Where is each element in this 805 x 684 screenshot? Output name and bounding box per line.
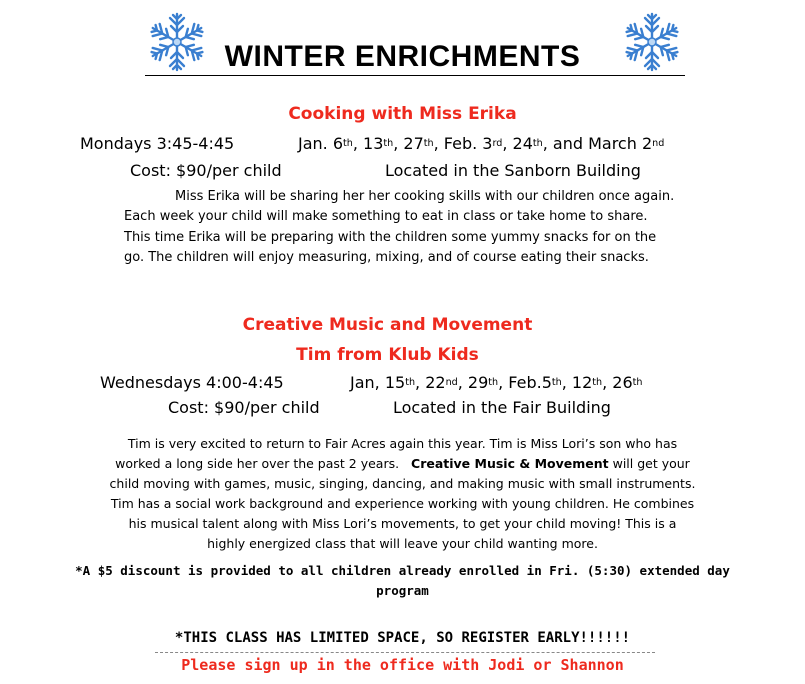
music-desc-line: highly energized class that will leave your child wanting more. (207, 536, 598, 551)
music-cost: Cost: $90/per child (168, 398, 320, 417)
date-ordinal: th (383, 137, 394, 149)
date-ordinal: th (488, 376, 499, 388)
date-ordinal: th (592, 376, 603, 388)
cooking-dates (298, 134, 664, 153)
cooking-schedule-time: Mondays 3:45-4:45 (80, 134, 235, 153)
date-ordinal: th (532, 137, 543, 149)
music-desc-line: Tim is very excited to return to Fair Acres again this year. Tim is Miss Lori’s son who has (127, 436, 678, 451)
discount-note: *A $5 discount is provided to all children already enrolled in Fri. (5:30) extended day (75, 563, 730, 578)
date-ordinal: nd (445, 376, 458, 388)
date-ordinal: nd (652, 137, 665, 149)
date-ordinal: th (423, 137, 434, 149)
music-location: Located in the Fair Building (393, 398, 611, 417)
date-text: , 29 (457, 373, 489, 392)
date-text: Jan. 6 (298, 134, 344, 153)
date-text: , 13 (352, 134, 384, 153)
music-desc-line: worked a long side her over the past 2 years. Creative Music & Movement will get your (115, 456, 690, 471)
date-text: , and March 2 (542, 134, 653, 153)
cooking-desc-line: This time Erika will be preparing with the children some yummy snacks for on the (124, 230, 657, 245)
date-ordinal: th (551, 376, 562, 388)
date-text: , 27 (393, 134, 424, 153)
page-title: WINTER ENRICHMENTS (224, 40, 581, 73)
date-ordinal: rd (492, 137, 503, 149)
music-desc-line: his musical talent along with Miss Lori’s movements, to get your child moving! This is a (128, 516, 677, 531)
title-underline (145, 75, 685, 76)
music-schedule-time: Wednesdays 4:00-4:45 (100, 373, 284, 392)
date-text: Jan, 15 (350, 373, 406, 392)
discount-note-cont: program (376, 583, 429, 598)
date-ordinal: th (632, 376, 643, 388)
music-heading: Creative Music and Movement (242, 315, 533, 335)
notice-underline (155, 652, 655, 653)
music-desc-line: child moving with games, music, singing, dancing, and making music with small instruments. (109, 476, 696, 491)
cooking-location: Located in the Sanborn Building (385, 161, 641, 180)
date-text: , Feb. 3 (433, 134, 493, 153)
cooking-cost: Cost: $90/per child (130, 161, 282, 180)
music-dates (350, 373, 642, 392)
date-text: , 26 (602, 373, 633, 392)
limited-space-notice: *THIS CLASS HAS LIMITED SPACE, SO REGISTER EARLY!!!!!! (174, 630, 631, 646)
cooking-desc-line: Each week your child will make something to eat in class or take home to share. (124, 209, 648, 224)
music-subheading: Tim from Klub Kids (296, 345, 479, 365)
signup-notice: Please sign up in the office with Jodi or Shannon (181, 656, 624, 674)
cooking-desc-line: go. The children will enjoy measuring, mixing, and of course eating their snacks. (124, 250, 649, 265)
music-desc-line: Tim has a social work background and experience working with young children. He combines (110, 496, 695, 511)
cooking-heading: Cooking with Miss Erika (288, 104, 517, 124)
date-text: , 22 (415, 373, 446, 392)
date-ordinal: th (343, 137, 353, 149)
cooking-desc-line: Miss Erika will be sharing her her cooking skills with our children once again. (175, 189, 675, 204)
date-text: , 12 (561, 373, 593, 392)
date-text: , 24 (502, 134, 533, 153)
date-text: , Feb.5 (498, 373, 552, 392)
date-ordinal: th (405, 376, 416, 388)
